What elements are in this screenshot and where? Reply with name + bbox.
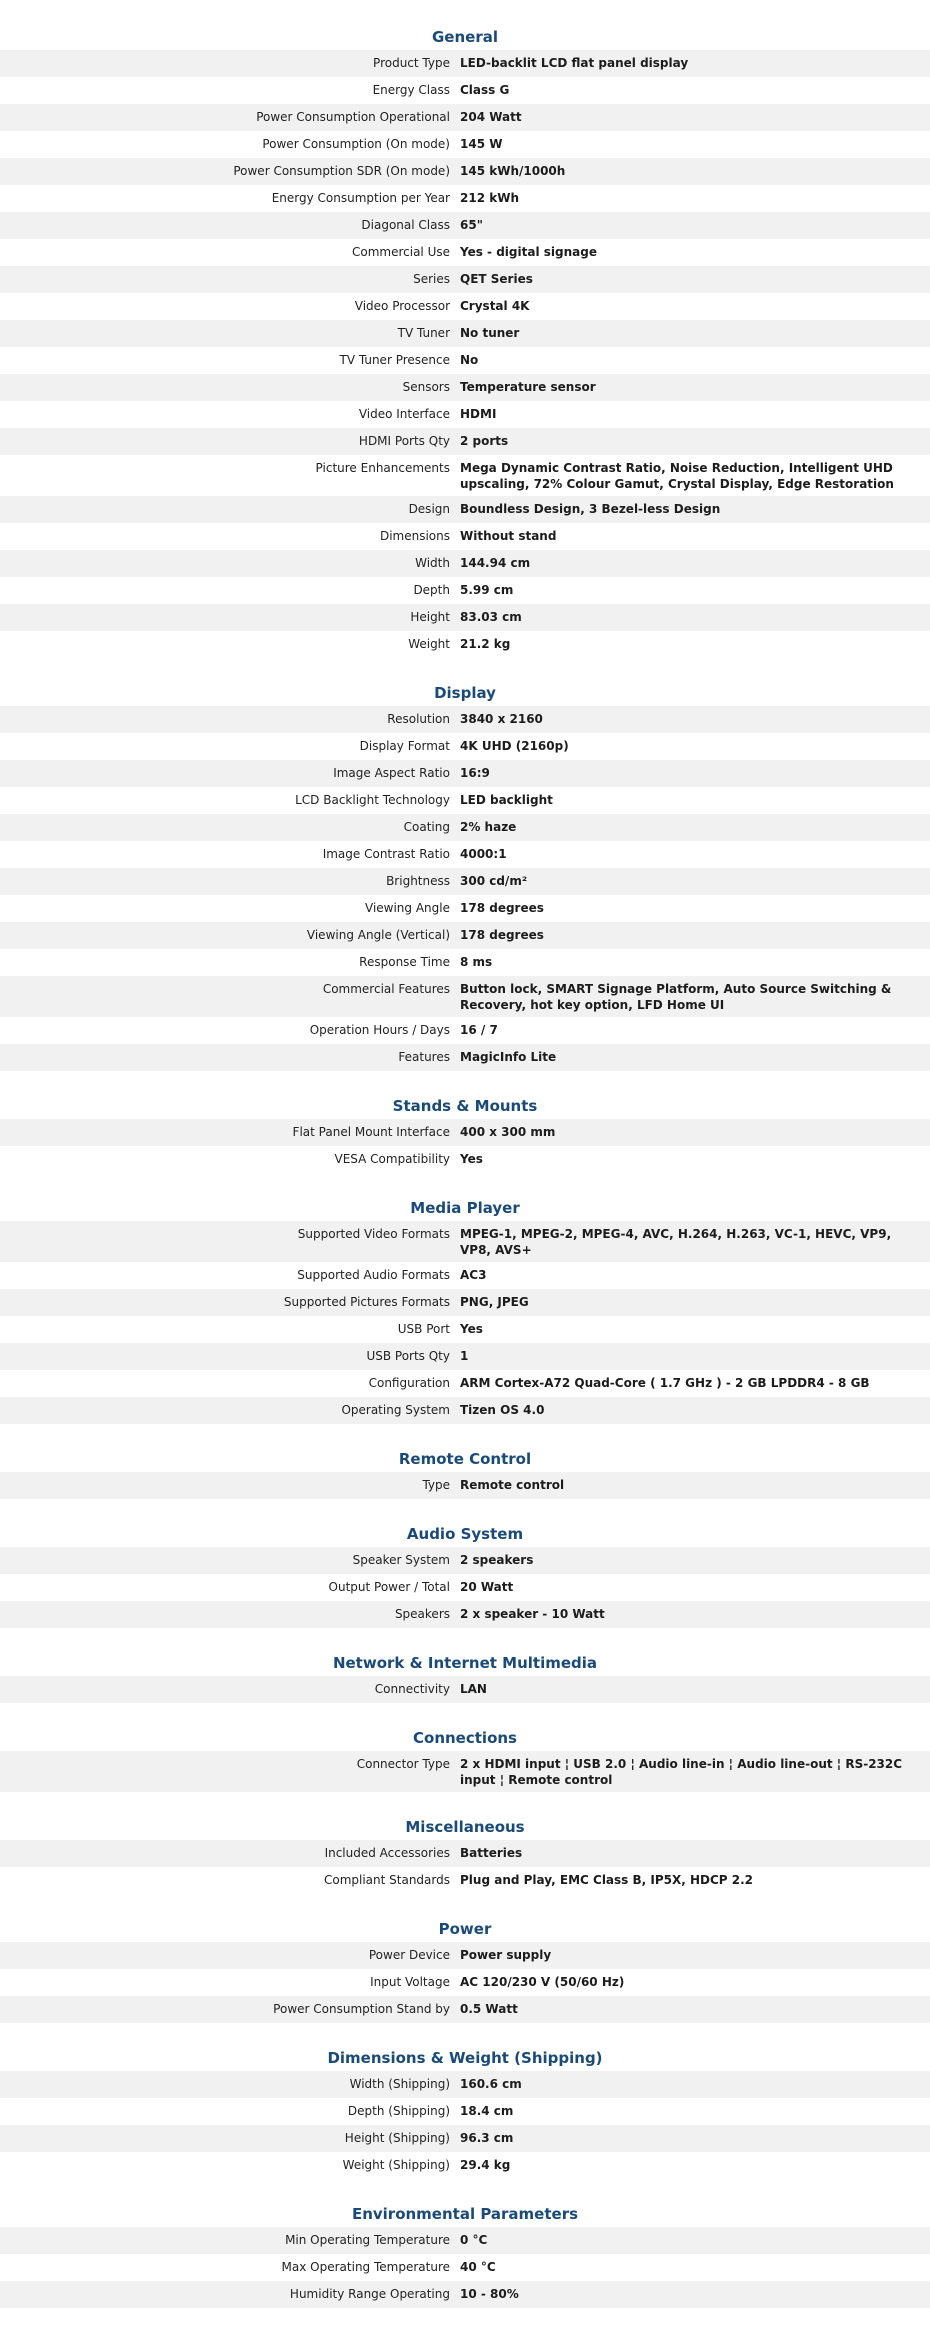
spec-row — [0, 523, 930, 550]
spec-rows — [0, 1119, 930, 1173]
spec-value: 96.3 cm — [460, 2131, 514, 2145]
section-title: Dimensions & Weight (Shipping) — [327, 2049, 603, 2067]
spec-value: 18.4 cm — [460, 2104, 514, 2118]
spec-row — [0, 158, 930, 185]
spec-value: 2 x speaker - 10 Watt — [460, 1607, 605, 1621]
spec-value: Yes — [460, 1322, 483, 1336]
spec-row — [0, 1119, 930, 1146]
spec-label: Depth — [413, 583, 450, 597]
spec-value: Class G — [460, 83, 510, 97]
spec-row — [0, 949, 930, 976]
spec-label: Operation Hours / Days — [309, 1023, 450, 1037]
spec-row — [0, 1676, 930, 1703]
spec-value: 16 / 7 — [460, 1023, 498, 1037]
spec-value: Batteries — [460, 1846, 523, 1860]
spec-value: 21.2 kg — [460, 637, 511, 651]
spec-value: Plug and Play, EMC Class B, IP5X, HDCP 2.2 — [460, 1873, 754, 1887]
spec-row — [0, 185, 930, 212]
spec-label: TV Tuner — [397, 326, 450, 340]
spec-value: 160.6 cm — [460, 2077, 522, 2091]
spec-row — [0, 1397, 930, 1424]
spec-value: 29.4 kg — [460, 2158, 511, 2172]
spec-label: Weight — [408, 637, 450, 651]
spec-row — [0, 1316, 930, 1343]
spec-value: 400 x 300 mm — [460, 1125, 556, 1139]
spec-rows — [0, 2227, 930, 2308]
spec-value: HDMI — [460, 407, 497, 421]
spec-label: Min Operating Temperature — [285, 2233, 450, 2247]
spec-value: 1 — [460, 1349, 469, 1363]
spec-label: Response Time — [359, 955, 450, 969]
spec-rows — [0, 1942, 930, 2023]
spec-value: AC3 — [460, 1268, 487, 1282]
spec-value: 40 °C — [460, 2260, 496, 2274]
spec-row — [0, 455, 930, 496]
spec-label: Viewing Angle (Vertical) — [306, 928, 450, 942]
spec-section — [0, 1522, 930, 1628]
spec-label: Depth (Shipping) — [347, 2104, 450, 2118]
spec-label: Coating — [403, 820, 450, 834]
spec-value: AC 120/230 V (50/60 Hz) — [460, 1975, 625, 1989]
spec-section — [0, 25, 930, 658]
spec-label: LCD Backlight Technology — [295, 793, 450, 807]
spec-row — [0, 1044, 930, 1071]
spec-row — [0, 1942, 930, 1969]
spec-row — [0, 760, 930, 787]
spec-label: USB Port — [397, 1322, 450, 1336]
spec-label: Energy Class — [372, 83, 450, 97]
spec-rows — [0, 2071, 930, 2179]
spec-section — [0, 1815, 930, 1894]
spec-value: 20 Watt — [460, 1580, 514, 1594]
spec-row — [0, 1289, 930, 1316]
spec-label: Brightness — [386, 874, 450, 888]
spec-rows — [0, 1221, 930, 1424]
spec-label: Display Format — [359, 739, 450, 753]
spec-label: TV Tuner Presence — [339, 353, 450, 367]
spec-label: Power Consumption (On mode) — [262, 137, 450, 151]
spec-value: 2 x HDMI input ¦ USB 2.0 ¦ Audio line-in ¦ Audio line-out ¦ RS-232C input ¦ Remote control — [460, 1757, 903, 1787]
spec-label: Configuration — [368, 1376, 450, 1390]
spec-row — [0, 1017, 930, 1044]
spec-value: 204 Watt — [460, 110, 522, 124]
spec-value: 212 kWh — [460, 191, 519, 205]
spec-value: 178 degrees — [460, 901, 544, 915]
spec-rows — [0, 1840, 930, 1894]
spec-label: Supported Pictures Formats — [283, 1295, 450, 1309]
spec-value: ARM Cortex-A72 Quad-Core ( 1.7 GHz ) - 2 GB LPDDR4 - 8 GB — [460, 1376, 870, 1390]
spec-value: 5.99 cm — [460, 583, 514, 597]
spec-value: Power supply — [460, 1948, 552, 1962]
spec-rows — [0, 1472, 930, 1499]
spec-value: Without stand — [460, 529, 557, 543]
spec-label: Included Accessories — [324, 1846, 450, 1860]
spec-row — [0, 631, 930, 658]
section-title: Connections — [413, 1729, 517, 1747]
spec-row — [0, 577, 930, 604]
spec-row — [0, 787, 930, 814]
spec-value: Yes — [460, 1152, 483, 1166]
spec-label: Type — [422, 1478, 450, 1492]
spec-section — [0, 1917, 930, 2023]
spec-value: Crystal 4K — [460, 299, 530, 313]
spec-section — [0, 2046, 930, 2179]
spec-label: Features — [398, 1050, 450, 1064]
spec-value: QET Series — [460, 272, 533, 286]
spec-row — [0, 401, 930, 428]
spec-row — [0, 374, 930, 401]
spec-value: 145 kWh/1000h — [460, 164, 566, 178]
spec-row — [0, 50, 930, 77]
spec-row — [0, 1547, 930, 1574]
section-title: Network & Internet Multimedia — [332, 1654, 598, 1672]
spec-value: 4000:1 — [460, 847, 507, 861]
spec-row — [0, 1867, 930, 1894]
spec-row — [0, 1969, 930, 1996]
spec-label: Viewing Angle — [365, 901, 450, 915]
spec-section — [0, 681, 930, 1071]
spec-value: Yes - digital signage — [460, 245, 597, 259]
spec-value: Tizen OS 4.0 — [460, 1403, 545, 1417]
spec-label: HDMI Ports Qty — [358, 434, 450, 448]
spec-value: Boundless Design, 3 Bezel-less Design — [460, 502, 721, 516]
spec-label: Supported Video Formats — [297, 1227, 450, 1241]
section-title: Media Player — [410, 1199, 520, 1217]
spec-label: Commercial Use — [351, 245, 450, 259]
spec-row — [0, 239, 930, 266]
spec-value: 4K UHD (2160p) — [460, 739, 569, 753]
spec-label: Sensors — [402, 380, 450, 394]
spec-row — [0, 1840, 930, 1867]
spec-label: Speaker System — [352, 1553, 450, 1567]
spec-row — [0, 1472, 930, 1499]
spec-label: Flat Panel Mount Interface — [292, 1125, 450, 1139]
spec-rows — [0, 1547, 930, 1628]
spec-value: LAN — [460, 1682, 487, 1696]
spec-value: No — [460, 353, 479, 367]
spec-label: Picture Enhancements — [315, 461, 450, 475]
spec-row — [0, 347, 930, 374]
spec-row — [0, 496, 930, 523]
spec-row — [0, 131, 930, 158]
spec-value: 83.03 cm — [460, 610, 522, 624]
spec-value: 300 cd/m² — [460, 874, 528, 888]
spec-section — [0, 2202, 930, 2308]
spec-value: 8 ms — [460, 955, 493, 969]
spec-value: 2% haze — [460, 820, 517, 834]
spec-value: 3840 x 2160 — [460, 712, 543, 726]
spec-value: 2 speakers — [460, 1553, 534, 1567]
spec-section — [0, 1726, 930, 1792]
spec-label: Series — [413, 272, 450, 286]
spec-row — [0, 2125, 930, 2152]
spec-value: LED backlight — [460, 793, 553, 807]
spec-row — [0, 733, 930, 760]
spec-label: Product Type — [373, 56, 450, 70]
spec-row — [0, 428, 930, 455]
spec-section — [0, 1196, 930, 1424]
spec-label: Power Consumption Operational — [256, 110, 450, 124]
spec-value: MPEG-1, MPEG-2, MPEG-4, AVC, H.264, H.263, VC-1, HEVC, VP9, VP8, AVS+ — [460, 1227, 892, 1257]
spec-label: Connectivity — [374, 1682, 450, 1696]
spec-label: Humidity Range Operating — [289, 2287, 450, 2301]
spec-label: Weight (Shipping) — [342, 2158, 450, 2172]
spec-rows — [0, 1676, 930, 1703]
spec-label: Video Processor — [354, 299, 450, 313]
spec-row — [0, 1370, 930, 1397]
spec-label: Diagonal Class — [361, 218, 450, 232]
spec-value: LED-backlit LCD flat panel display — [460, 56, 689, 70]
spec-row — [0, 293, 930, 320]
spec-row — [0, 212, 930, 239]
spec-value: Button lock, SMART Signage Platform, Auto Source Switching & Recovery, hot key option, LFD Home UI — [460, 982, 892, 1012]
section-title: Remote Control — [398, 1450, 532, 1468]
spec-row — [0, 1343, 930, 1370]
spec-row — [0, 1996, 930, 2023]
spec-label: Supported Audio Formats — [297, 1268, 450, 1282]
spec-label: Commercial Features — [322, 982, 450, 996]
spec-label: VESA Compatibility — [334, 1152, 450, 1166]
section-title: Audio System — [406, 1525, 524, 1543]
spec-row — [0, 2098, 930, 2125]
spec-label: Operating System — [341, 1403, 450, 1417]
spec-label: Height (Shipping) — [344, 2131, 450, 2145]
spec-row — [0, 2281, 930, 2308]
spec-value: Remote control — [460, 1478, 565, 1492]
spec-label: Speakers — [394, 1607, 450, 1621]
spec-row — [0, 2071, 930, 2098]
spec-value: 2 ports — [460, 434, 509, 448]
section-title: Stands & Mounts — [392, 1097, 538, 1115]
spec-label: Power Consumption Stand by — [273, 2002, 450, 2016]
spec-row — [0, 1146, 930, 1173]
spec-row — [0, 922, 930, 949]
spec-row — [0, 266, 930, 293]
spec-section — [0, 1651, 930, 1703]
spec-label: Design — [408, 502, 450, 516]
spec-label: Max Operating Temperature — [281, 2260, 450, 2274]
spec-value: 178 degrees — [460, 928, 544, 942]
section-title: Power — [438, 1920, 492, 1938]
section-title: General — [432, 28, 498, 46]
spec-label: Energy Consumption per Year — [271, 191, 450, 205]
spec-row — [0, 2152, 930, 2179]
spec-value: PNG, JPEG — [460, 1295, 529, 1309]
spec-section — [0, 1447, 930, 1499]
spec-row — [0, 841, 930, 868]
spec-row — [0, 1574, 930, 1601]
spec-label: USB Ports Qty — [366, 1349, 450, 1363]
section-title: Environmental Parameters — [351, 2205, 579, 2223]
spec-value: 65" — [460, 218, 483, 232]
spec-label: Compliant Standards — [323, 1873, 450, 1887]
spec-row — [0, 976, 930, 1017]
spec-row — [0, 1221, 930, 1262]
spec-rows — [0, 50, 930, 658]
spec-row — [0, 706, 930, 733]
spec-label: Width (Shipping) — [349, 2077, 450, 2091]
spec-value: 144.94 cm — [460, 556, 531, 570]
spec-rows — [0, 1751, 930, 1792]
spec-label: Power Consumption SDR (On mode) — [233, 164, 450, 178]
spec-value: No tuner — [460, 326, 520, 340]
spec-row — [0, 895, 930, 922]
spec-value: MagicInfo Lite — [460, 1050, 557, 1064]
spec-value: Mega Dynamic Contrast Ratio, Noise Reduction, Intelligent UHD upscaling, 72% Colour Gamut, Crystal Display, Edge Restoration — [460, 461, 894, 491]
spec-value: Temperature sensor — [460, 380, 596, 394]
spec-label: Height — [410, 610, 450, 624]
spec-row — [0, 1601, 930, 1628]
section-title: Miscellaneous — [405, 1818, 525, 1836]
spec-row — [0, 604, 930, 631]
spec-label: Width — [415, 556, 450, 570]
spec-label: Image Aspect Ratio — [333, 766, 450, 780]
spec-row — [0, 550, 930, 577]
spec-label: Image Contrast Ratio — [322, 847, 450, 861]
spec-label: Dimensions — [379, 529, 450, 543]
spec-value: 0.5 Watt — [460, 2002, 518, 2016]
spec-row — [0, 320, 930, 347]
spec-section — [0, 1094, 930, 1173]
spec-row — [0, 1262, 930, 1289]
spec-label: Power Device — [368, 1948, 450, 1962]
section-title: Display — [434, 684, 496, 702]
spec-rows — [0, 706, 930, 1071]
spec-value: 145 W — [460, 137, 503, 151]
spec-row — [0, 814, 930, 841]
spec-row — [0, 868, 930, 895]
spec-row — [0, 104, 930, 131]
spec-label: Output Power / Total — [328, 1580, 450, 1594]
spec-row — [0, 2227, 930, 2254]
spec-value: 16:9 — [460, 766, 490, 780]
spec-label: Video Interface — [358, 407, 450, 421]
spec-row — [0, 2254, 930, 2281]
spec-label: Input Voltage — [370, 1975, 450, 1989]
spec-row — [0, 1751, 930, 1792]
spec-value: 10 - 80% — [460, 2287, 519, 2301]
spec-value: 0 °C — [460, 2233, 488, 2247]
spec-label: Connector Type — [356, 1757, 450, 1771]
spec-row — [0, 77, 930, 104]
spec-label: Resolution — [387, 712, 450, 726]
